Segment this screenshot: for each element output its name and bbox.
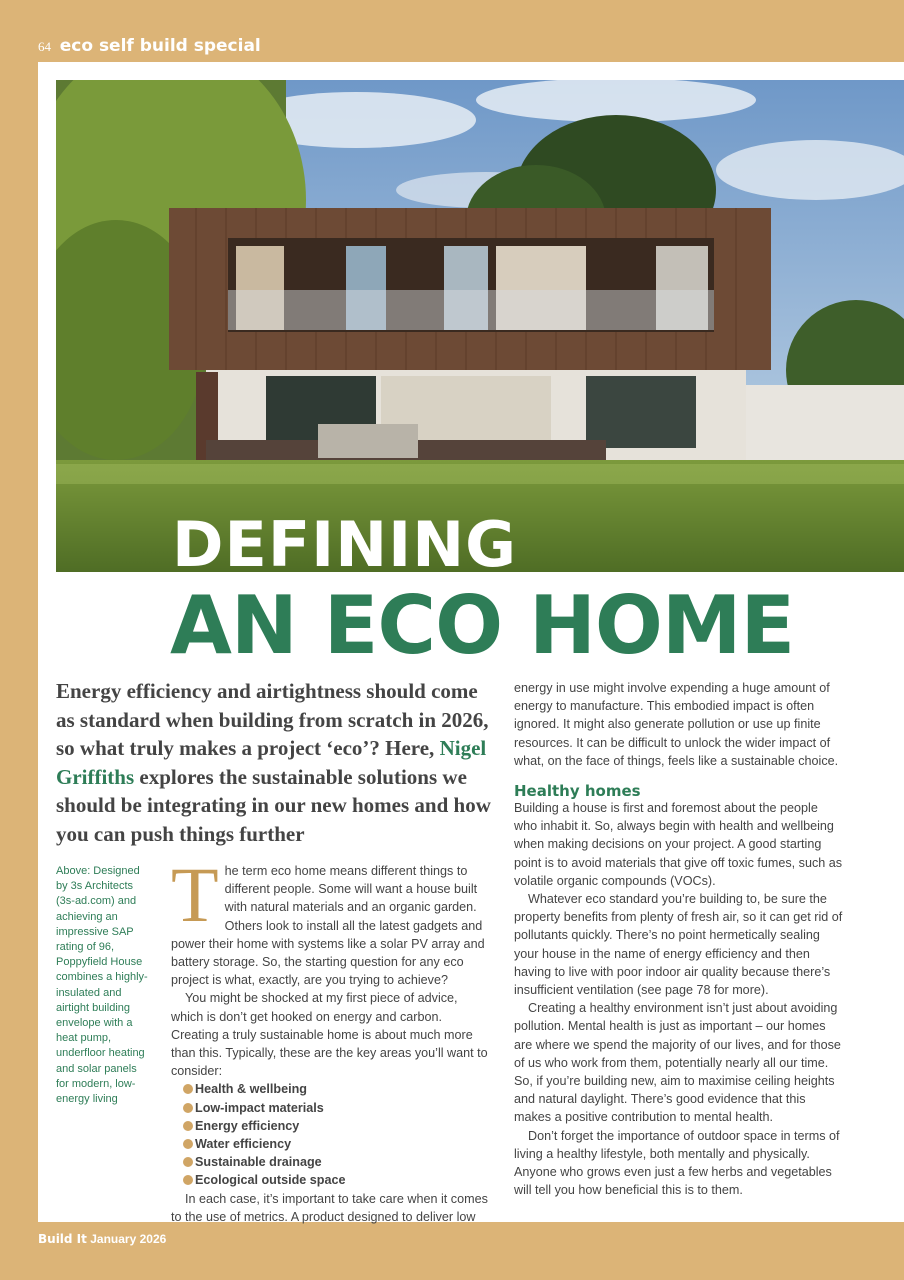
house-photo-illustration bbox=[56, 80, 904, 572]
paragraph: In each case, it’s important to take care when it comes to the use of metrics. A product designed to deliver low bbox=[171, 1191, 488, 1224]
drop-cap: T bbox=[171, 851, 219, 938]
photo-caption: Above: Designed by 3s Architects (3s-ad.com) and achieving an impressive SAP rating of 96, Poppyfield House combines a highly-insulated and airtight building envelope with a heat pump, underfloor heating and solar panels for modern, low-energy living bbox=[56, 865, 148, 1106]
page-number: 64 bbox=[38, 39, 51, 54]
subheading: Healthy homes bbox=[514, 782, 641, 801]
intro-paragraph bbox=[171, 851, 493, 989]
paragraph: You might be shocked at my first piece of advice, which is don’t get hooked on energy and carbon. Creating a truly sustainable home is about much more than this. Typically, these are the key areas you’ll want to consider: bbox=[171, 991, 488, 1079]
list-item bbox=[183, 1153, 493, 1171]
paragraph: Creating a healthy environment isn’t just about avoiding pollution. Mental health is just as important – our homes are where we spend the majority of our lives, and for those of us who work from them, potentially nearly all our time. So, if you’re building new, aim to maximise ceiling heights and natural daylight. There’s good evidence that this makes a positive contribution to mental health. bbox=[514, 1001, 841, 1125]
list-item bbox=[183, 1135, 493, 1153]
bullet-icon bbox=[183, 1175, 193, 1185]
magazine-name: Build It bbox=[38, 1232, 87, 1246]
section-title: eco self build special bbox=[59, 36, 261, 56]
standfirst-rest: explores the sustainable solutions we should be integrating in our new homes and how you can push things further bbox=[56, 764, 491, 846]
list-item-label: Ecological outside space bbox=[195, 1173, 346, 1188]
running-header bbox=[38, 36, 261, 56]
house-photo bbox=[56, 80, 904, 572]
standfirst bbox=[56, 677, 496, 849]
list-item-label: Water efficiency bbox=[195, 1137, 292, 1152]
list-item-label: Health & wellbeing bbox=[195, 1082, 307, 1097]
bullet-icon bbox=[183, 1157, 193, 1167]
paragraph: Whatever eco standard you’re building to, be sure the property benefits from plenty of fresh air, so it can get rid of pollutants quickly. There’s no point hermetically sealing your house in the name of energy efficiency and then having to live with poor indoor air quality because there’s insufficient ventilation (see page 78 for more). bbox=[514, 892, 843, 998]
headline-line-2: AN ECO HOME bbox=[170, 579, 795, 672]
issue-date: January 2026 bbox=[90, 1232, 167, 1246]
paragraph: Don’t forget the importance of outdoor space in terms of living a healthy lifestyle, both mentally and physically. Anyone who grows even just a few herbs and vegetables will tell you how beneficial this is to them. bbox=[514, 1128, 840, 1198]
bullet-icon bbox=[183, 1139, 193, 1149]
list-item bbox=[183, 1080, 493, 1098]
running-footer bbox=[38, 1232, 166, 1246]
author-name: Nigel Griffiths bbox=[56, 736, 487, 789]
paragraph: energy in use might involve expending a huge amount of energy to manufacture. This embodied impact is often ignored. It might also generate pollution or use up finite resources. It can be difficult to unlock the wider impact of what, on the face of things, feels like a sustainable choice. bbox=[514, 681, 839, 768]
headline-line-1: DEFINING bbox=[172, 508, 517, 581]
bullet-icon bbox=[183, 1103, 193, 1113]
paragraph: Building a house is first and foremost about the people who inhabit it. So, always begin with health and wellbeing when making decisions on your project. A good starting point is to avoid materials that give off toxic fumes, such as volatile organic compounds (VOCs). bbox=[514, 801, 843, 888]
body-column-2 bbox=[514, 679, 844, 1199]
body-column-1 bbox=[171, 851, 493, 1226]
bullet-icon bbox=[183, 1084, 193, 1094]
list-item-label: Energy efficiency bbox=[195, 1118, 300, 1133]
bullet-icon bbox=[183, 1121, 193, 1131]
list-item bbox=[183, 1099, 493, 1117]
list-item-label: Low-impact materials bbox=[195, 1100, 324, 1115]
key-areas-list bbox=[171, 1080, 493, 1189]
list-item bbox=[183, 1117, 493, 1135]
list-item-label: Sustainable drainage bbox=[195, 1155, 322, 1170]
standfirst-intro: Energy efficiency and airtightness should come as standard when building from scratch in 2026, so what truly makes a project ‘eco’? Here, bbox=[56, 679, 489, 761]
list-item bbox=[183, 1171, 493, 1189]
paragraph-text: he term eco home means different things to different people. Some will want a house built with natural materials and an organic garden. Others look to install all the latest gadgets and power their home with systems like a solar PV array and battery storage. So, the starting question for any eco project is what, exactly, are you trying to achieve? bbox=[171, 864, 485, 988]
